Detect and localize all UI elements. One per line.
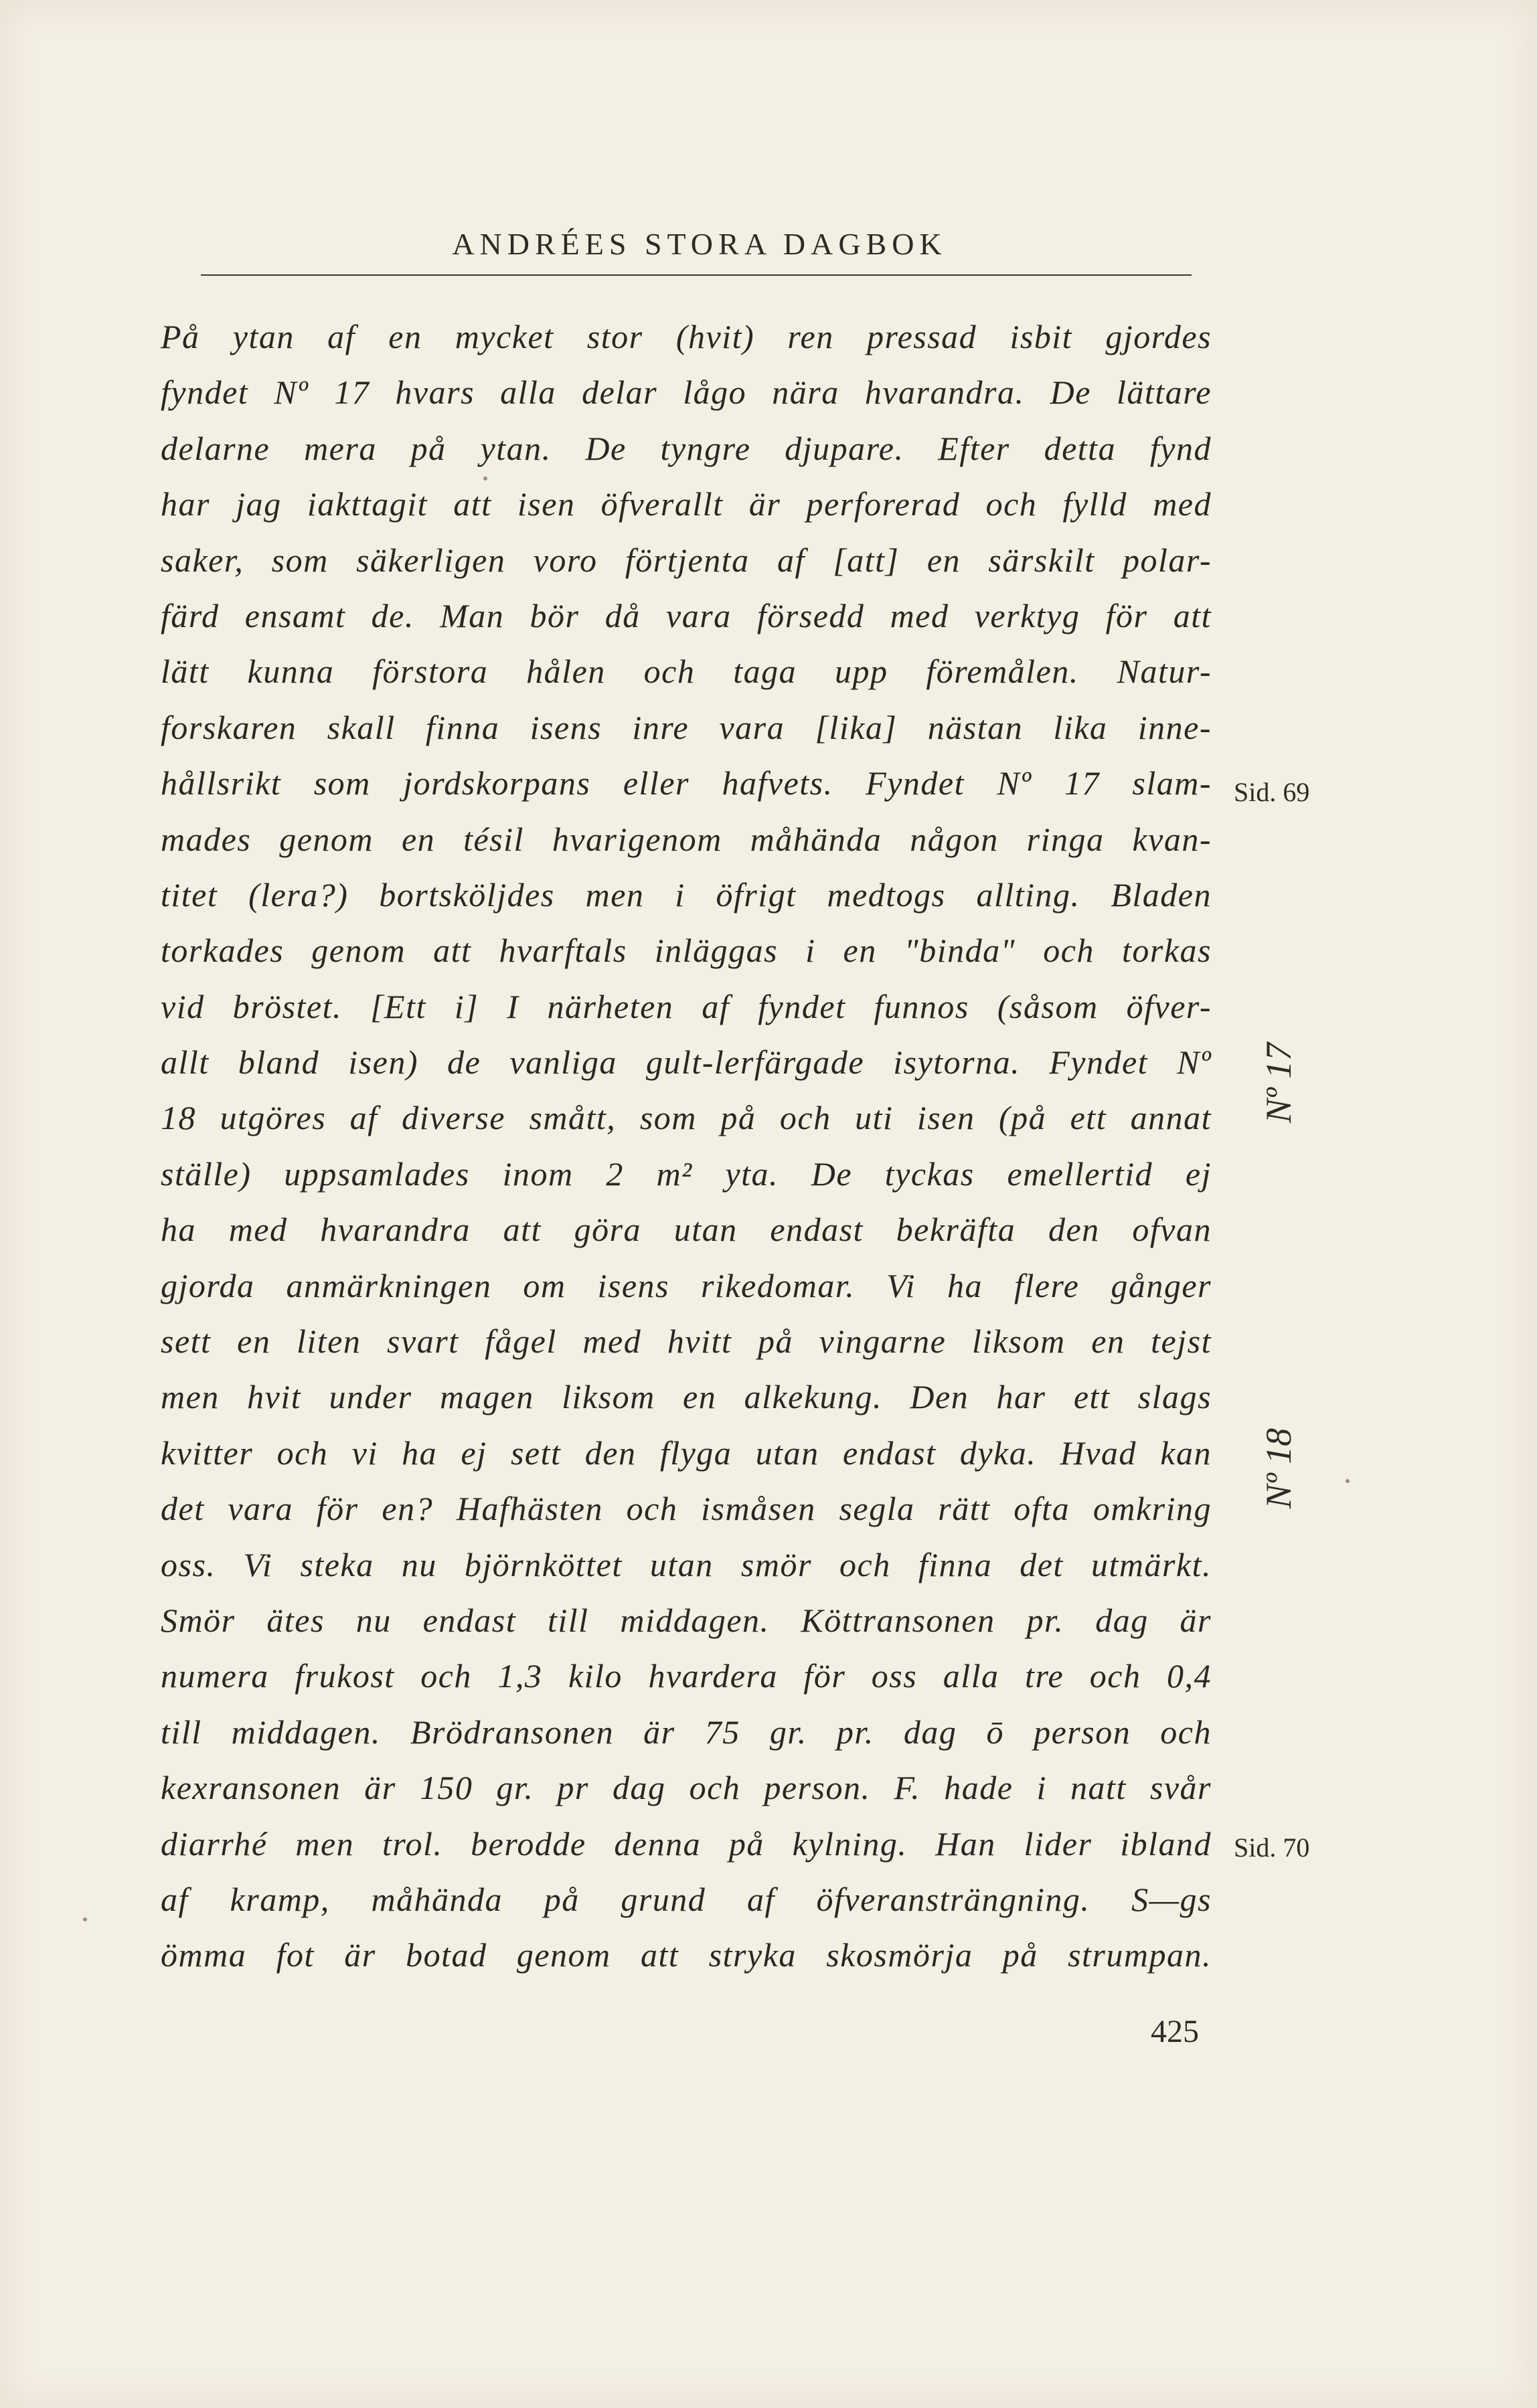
running-head: ANDRÉES STORA DAGBOK	[452, 227, 947, 261]
text-line-21: kvitter och vi ha ej sett den flyga utan endast dyka. Hvad kan	[161, 1434, 1212, 1472]
text-line-13: vid bröstet. [Ett i] I närheten af fyndet funnos (såsom öfver-	[161, 987, 1212, 1025]
page-number: 425	[1151, 2014, 1199, 2049]
text-line-6: färd ensamt de. Man bör då vara försedd med verktyg för att	[161, 596, 1212, 634]
text-line-3: delarne mera på ytan. De tyngre djupare. Efter detta fynd	[161, 429, 1212, 467]
margin-ref-sid-69: Sid. 69	[1234, 777, 1310, 807]
paper-speck	[1346, 1479, 1350, 1483]
margin-note-no-17: Nº 17	[1259, 1042, 1299, 1124]
text-line-8: forskaren skall finna isens inre vara [lika] nästan lika inne-	[161, 708, 1212, 746]
text-line-25: numera frukost och 1,3 kilo hvardera för oss alla tre och 0,4	[161, 1657, 1212, 1695]
text-line-28: diarrhé men trol. berodde denna på kylning. Han lider ibland	[161, 1824, 1212, 1863]
text-line-22: det vara för en? Hafhästen och ismåsen segla rätt ofta omkring	[161, 1490, 1212, 1528]
text-line-4: har jag iakttagit att isen öfverallt är perforerad och fylld med	[161, 485, 1212, 523]
text-line-1: På ytan af en mycket stor (hvit) ren pressad isbit gjordes	[161, 318, 1212, 355]
text-line-30: ömma fot är botad genom att stryka skosmörja på strumpan.	[161, 1936, 1212, 1974]
text-line-12: torkades genom att hvarftals inläggas i en "binda" och torkas	[161, 932, 1212, 970]
text-line-9: hållsrikt som jordskorpans eller hafvets. Fyndet Nº 17 slam-	[161, 764, 1212, 802]
paper-speck	[83, 1917, 87, 1921]
text-line-15: 18 utgöres af diverse smått, som på och uti isen (på ett annat	[161, 1099, 1212, 1137]
text-line-2: fyndet Nº 17 hvars alla delar lågo nära hvarandra. De lättare	[161, 373, 1212, 412]
text-line-5: saker, som säkerligen voro förtjenta af [att] en särskilt polar-	[161, 541, 1212, 579]
margin-ref-sid-70: Sid. 70	[1234, 1832, 1310, 1863]
text-line-18: gjorda anmärkningen om isens rikedomar. Vi ha flere gånger	[161, 1266, 1212, 1304]
text-line-27: kexransonen är 150 gr. pr dag och person. F. hade i natt svår	[161, 1769, 1212, 1807]
text-line-17: ha med hvarandra att göra utan endast bekräfta den ofvan	[161, 1211, 1212, 1249]
text-line-20: men hvit under magen liksom en alkekung. Den har ett slags	[161, 1378, 1212, 1416]
text-line-16: ställe) uppsamlades inom 2 m² yta. De tyckas emellertid ej	[161, 1154, 1212, 1193]
body-text	[161, 309, 1212, 1984]
text-line-29: af kramp, måhända på grund af öfveransträngning. S—gs	[161, 1880, 1212, 1918]
text-line-10: mades genom en tésil hvarigenom måhända någon ringa kvan-	[161, 820, 1212, 858]
margin-note-no-18: Nº 18	[1259, 1428, 1299, 1509]
text-line-19: sett en liten svart fågel med hvitt på vingarne liksom en tejst	[161, 1322, 1212, 1361]
text-line-24: Smör ätes nu endast till middagen. Köttransonen pr. dag är	[161, 1601, 1212, 1639]
text-line-11: titet (lera?) bortsköljdes men i öfrigt medtogs allting. Bladen	[161, 875, 1212, 914]
text-line-14: allt bland isen) de vanliga gult-lerfärgade isytorna. Fyndet Nº	[161, 1043, 1212, 1082]
text-line-26: till middagen. Brödransonen är 75 gr. pr. dag ō person och	[161, 1713, 1212, 1751]
text-line-23: oss. Vi steka nu björnköttet utan smör och finna det utmärkt.	[161, 1545, 1212, 1583]
paper-speck	[483, 477, 487, 481]
header-rule	[201, 274, 1192, 276]
text-line-7: lätt kunna förstora hålen och taga upp föremålen. Natur-	[161, 653, 1212, 691]
